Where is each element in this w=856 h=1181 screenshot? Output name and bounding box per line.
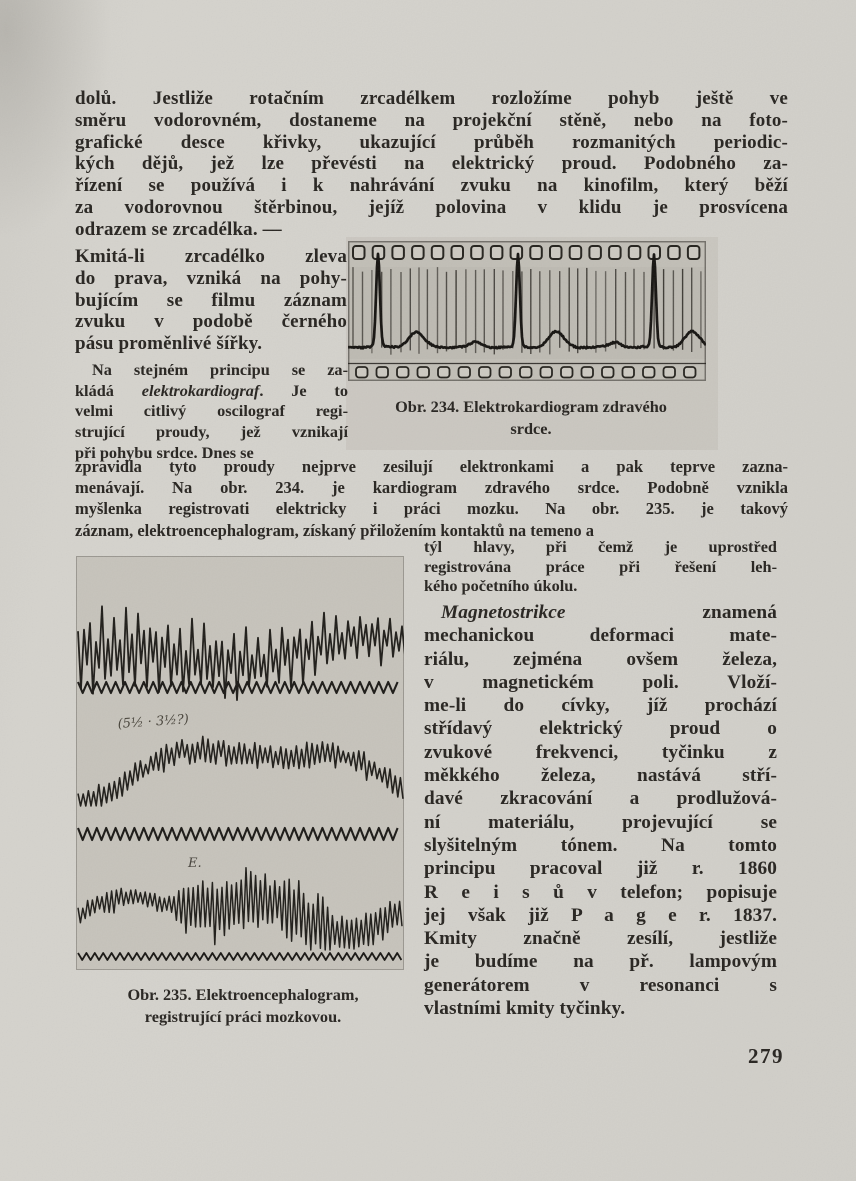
page-number: 279 (748, 1044, 784, 1068)
paragraph-magnetostrikce: Magnetostrikce znamená mechanickou deformaci mate- riálu, zejména ovšem železa, v magnetickém poli. Vloží- me-li do cívky, jíž prochází střídavý elektrický proud o zvukové frekvenci, tyčinku z měkkého železa, nastává stří- davé zkracování a prodlužová- ní materiálu, projevující se slyšitelným tónem. Na tomto principu pracoval již r. 1860 R e i s ů v telefon; popisuje jej však již P a g e r. 1837. Kmity značně zesílí, jestliže je budíme na př. lampovým generátorem v resonanci s vlastními kmity tyčinky. (424, 602, 777, 1020)
figure-235-eeg-record (76, 556, 404, 970)
eeg-handwritten-annotation: (5½ · 3½?) (117, 712, 190, 732)
figure-235-caption: Obr. 235. Elektroencephalogram, registrující práci mozkovou. (127, 985, 359, 1026)
paragraph-full-width: zpravidla tyto proudy nejprve zesilují elektronkami a pak teprve zazna- menávají. Na obr. 234. je kardiogram zdravého srdce. Podobně vznikla myšlenka registrovati elektricky i práci mozku. Na obr. 235. je takový záznam, elektroencephalogram, získaný přiložením kontaktů na temeno a (75, 457, 788, 540)
paragraph-left-column: Kmitá-li zrcadélko zleva do prava, vzniká na pohy- bujícím se filmu záznam zvuku v podobě černého pásu proměnlivé šířky. (75, 246, 347, 355)
paragraph-elektrokardiograf: Na stejném principu se za- kládá elektrokardiograf. Je to velmi citlivý oscilograf regi- strující proudy, jež vznikají při pohybu srdce. Dnes se (75, 360, 348, 462)
figure-234-caption: Obr. 234. Elektrokardiogram zdravého srdce. (395, 397, 667, 438)
eeg-label-e: E. (188, 856, 202, 871)
paragraph-right-column-petit: týl hlavy, při čemž je uprostřed registrována práce při řešení leh- kého početního úkolu. (424, 537, 777, 596)
figure-234-ekg-filmstrip (348, 241, 706, 381)
paragraph-intro: dolů. Jestliže rotačním zrcadélkem rozložíme pohyb ještě ve směru vodorovném, dostaneme na projekční stěně, nebo na foto- grafické desce křivky, ukazující průběh rozmanitých periodic- kých dějů, jež lze převésti na elektrický proud. Podobného za- řízení se používá i k nahrávání zvuku na kinofilm, který běží za vodorovnou štěrbinou, jejíž polovina v klidu je prosvícena odrazem se zrcadélka. — (75, 88, 788, 240)
